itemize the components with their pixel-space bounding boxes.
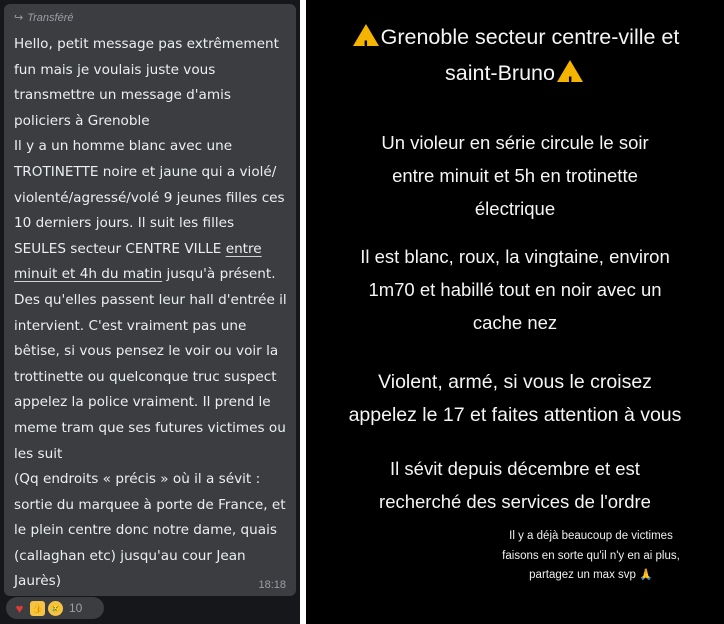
message-line: fun mais je voulais juste vous <box>14 61 216 78</box>
highlighted-text[interactable]: minuit et 4h du matin <box>14 266 163 283</box>
story-paragraph: Un violeur en série circule le soir entre minuit et 5h en trotinette électrique <box>381 132 649 219</box>
message-line: SEULES secteur CENTRE VILLE entre <box>14 240 262 257</box>
story-title: !Grenoble secteur centre-ville et saint-Bruno! <box>306 19 724 91</box>
message-line: sortie du marquee à porte de France, et <box>14 496 286 513</box>
message-line: appelez la police vraiment. Il prend le <box>14 394 271 411</box>
thumbs-up-icon[interactable]: 👍 <box>30 601 45 616</box>
story-screenshot <box>306 0 724 624</box>
message-line: TROTINETTE noire et jaune qui a violé/ <box>14 163 277 180</box>
message-line: trottinette ou quelconque truc suspect <box>14 368 277 385</box>
story-paragraph: Il est blanc, roux, la vingtaine, environ 1m70 et habillé tout en noir avec un cache nez <box>360 246 670 333</box>
highlighted-text[interactable]: entre <box>225 240 262 257</box>
story-paragraph: Il sévit depuis décembre et est recherché des services de l'ordre <box>379 458 651 512</box>
message-text <box>14 32 292 595</box>
forward-icon: ↪ <box>14 12 24 24</box>
message-line: Il y a un homme blanc avec une <box>14 138 233 155</box>
message-line: meme tram que ses futures victimes ou <box>14 419 286 436</box>
message-bubble[interactable] <box>4 4 296 596</box>
reaction-count: 10 <box>69 601 83 615</box>
chat-screenshot <box>0 0 300 624</box>
message-line: le plein centre donc notre dame, quais <box>14 522 277 539</box>
message-line: (Qq endroits « précis » où il a sévit : <box>14 471 261 488</box>
message-line: bêtise, si vous pensez le voir ou voir la <box>14 343 279 360</box>
message-line: Jaurès) <box>14 573 61 590</box>
forwarded-label: ↪ Transféré <box>14 12 74 24</box>
message-line: (callaghan etc) jusqu'au cour Jean <box>14 547 246 564</box>
message-timestamp: 18:18 <box>258 579 286 591</box>
story-footer: Il y a déjà beaucoup de victimes faisons en sorte qu'il n'y en ai plus, partagez un max svp 🙏 <box>502 530 680 581</box>
heart-icon[interactable]: ♥ <box>15 600 24 616</box>
praying-hands-icon: 🙏 <box>639 569 653 581</box>
message-line: violenté/agressé/volé 9 jeunes filles ces <box>14 189 285 206</box>
message-line: minuit et 4h du matin jusqu'à présent. <box>14 266 276 283</box>
crying-face-icon[interactable]: 😢 <box>48 601 63 616</box>
message-line: Des qu'elles passent leur hall d'entrée il <box>14 291 287 308</box>
message-line: transmettre un message d'amis <box>14 87 231 104</box>
message-line: 10 derniers jours. Il suit les filles <box>14 215 235 232</box>
warning-icon <box>557 60 583 82</box>
reactions-bar[interactable] <box>6 597 104 619</box>
story-paragraph: Violent, armé, si vous le croisez appelez le 17 et faites attention à vous <box>348 371 682 426</box>
warning-icon <box>353 24 379 46</box>
message-line: policiers à Grenoble <box>14 112 150 129</box>
message-line: Hello, petit message pas extrêmement <box>14 36 279 52</box>
message-line: intervient. C'est vraiment pas une <box>14 317 247 334</box>
message-line: les suit <box>14 445 63 462</box>
